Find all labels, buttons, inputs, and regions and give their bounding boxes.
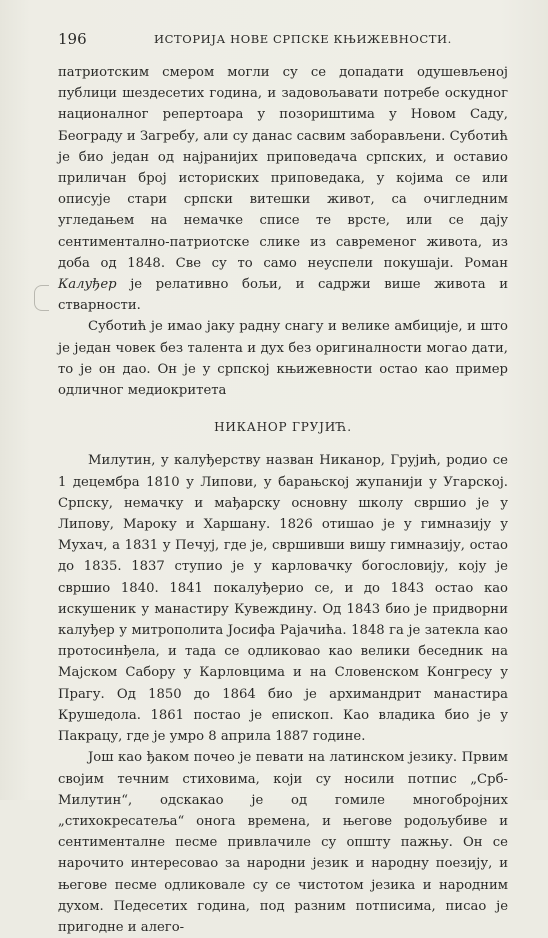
running-title: ИСТОРИЈА НОВЕ СРПСКЕ КЊИЖЕВНОСТИ. [154, 32, 452, 46]
paragraph: Милутин, у калуђерству назван Никанор, Грујић, родио се 1 децембра 1810 у Липови, у барањској жупанији у Угарској. Српску, немачку и мађарску основну школу свршио је у Липову, Мароку и Харшану. 1826 отишао је у гимназију у Мухач, а 1831 у Печуј, где је, свршивши вишу гимназију, остао до 1835. 1837 ступио је у карловачку богословију, коју је свршио 1840. 1841 покалуђерио се, и до 1843 остао као искушеник у манастиру Кувеждину. Од 1843 био је придворни калуђер у митрополита Јосифа Рајачића. 1848 га је затекла као протосинђела, и тада се одликовао као велики беседник на Мајском Сабору у Карловцима и на Словенском Конгресу у Прагу. Од 1850 до 1864 био је архимандрит манастира Крушедола. 1861 постао је епископ. Као владика био је у Пакрацу, где је умро 8 априла 1887 године. [58, 453, 508, 745]
paragraph-text: је релативно бољи, и садржи више живота и стварности. [58, 277, 508, 314]
page-header [58, 30, 498, 50]
margin-pencil-mark [34, 285, 49, 311]
section-heading: НИКАНОР ГРУЈИЋ. [214, 420, 352, 435]
paragraph-text: патриотским смером могли су се допадати одушевљеној публици шездесетих година, и задовољавати потребе оскудног националног репертоара у позориштима у Новом Саду, Београду и Загребу, али су данас сасвим заборављени. Суботић је био један од најранијих приповедача српских, и оставио приличан број историских приповедака, у којима се или описује стари српски витешки живот, са очигледним угледањем на немачке списе те врсте, или се дају сентиментално-патриотске слике из савременог живота, из доба од 1848. Све су то само неуспели покушаји. Роман [58, 65, 508, 271]
paragraph: Суботић је имао јаку радну снагу и велике амбиције, и што је један човек без талента и дух без оригиналности могао дати, то је он дао. Он је у српској књижевности остао као пример одличног медиокритета [58, 319, 508, 399]
page-number: 196 [58, 30, 87, 48]
novel-title: Калуђер [58, 277, 117, 293]
paragraph: Још као ђаком почео је певати на латинском језику. Првим својим течним стиховима, који су носили потпис „Срб-Милутин“, одскакао је од гомиле многобројних „стихокресатеља“ онога времена, и његове родољубиве и сентименталне песме привлачиле су општу пажњу. Он се нарочито интересовао за народни језик и народну поезију, и његове песме одликовале су се чистотом језика и народним духом. Педесетих година, под разним потписима, писао је пригодне и алего- [58, 750, 508, 935]
paragraph-continuation [58, 62, 508, 316]
page-body [58, 62, 508, 938]
